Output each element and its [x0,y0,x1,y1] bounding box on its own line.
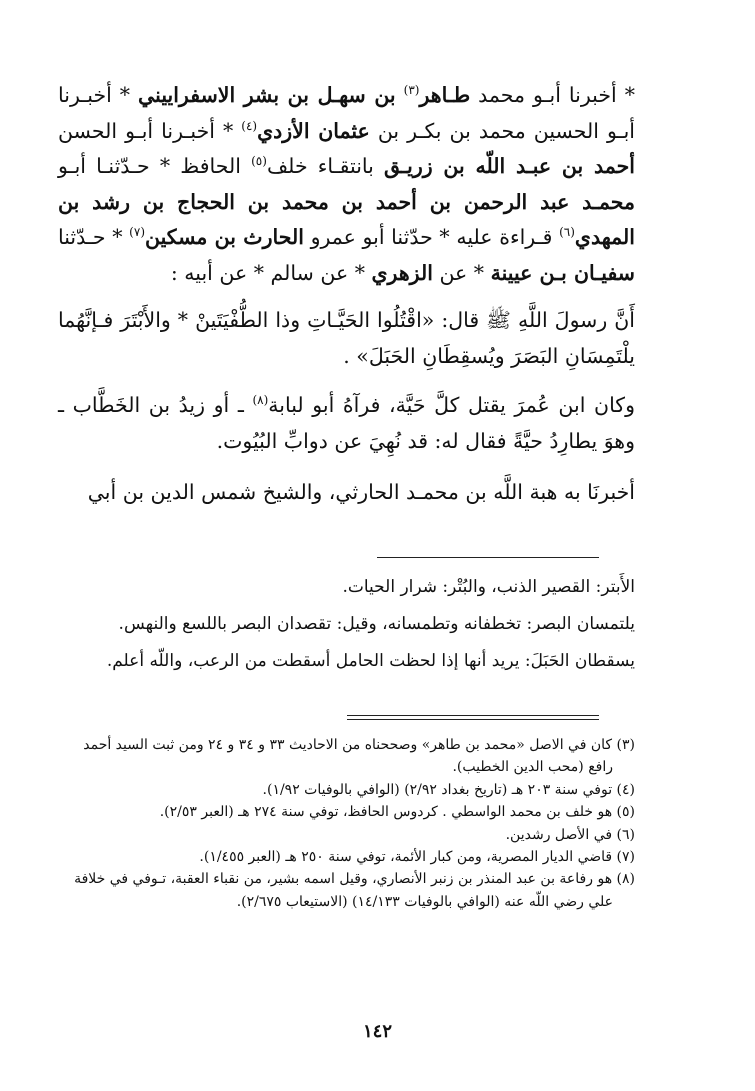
footnote-8: (٨) هو رفاعة بن عبد المنذر بن زنبر الأنصاري، وقيل اسمه بشير، من نقباء العقبة، تـوفي في خلافة [74,871,635,888]
narrator-name: سفيـان بـن عيينة [490,260,635,285]
narrator-name: محمـد عبد الرحمن بن أحمد بن محمد بن الحجاج بن رشد بن المهدي [58,189,635,249]
footnote-ref-8: (٨) [252,393,269,408]
narrator-name: بن سهـل بن بشر الاسفراييني [138,83,396,107]
glossary-notes [58,576,635,687]
footnote-separator-line [347,719,599,720]
story-paragraph: وكان ابن عُمرَ يقتل كلَّ حَيَّة، فرآهُ أبو لبابة$^{(٨)}$ ـ أو زيدُ بن الخَطَّاب ـ وهوَ يطارِدُ حيَّةً فقال له: قد نُهِيَ عن دوابِّ البُيُوت. [58,393,635,453]
footnote-ref-3: (٣) [403,83,420,98]
isnad-paragraph: * أخبرنا أبـو محمد طـاهر$^{(٣)}$ بن سهـل بن بشر الاسفراييني * أخبـرنا أبـو الحسين محمد بن بكـر بن عثمان الأزدي$^{(٤)}$ * أخبـرنا أبـو الحسن أحمد بن عبـد اللّه بن زريـق بانتقـاء خلف$^{(٥)}$ الحافظ * حـدّثنـا أبـو محمـد عبد الرحمن بن أحمد بن محمد بن الحجاج بن رشد بن المهدي$^{(٦)}$ قـراءة عليه * حدّثنا أبو عمرو الحارث بن مسكين$^{(٧)}$ * حـدّثنا سفيـان بـن عيينة * عن الزهري * عن سالم * عن أبيه : [58,83,635,285]
main-text [58,78,635,511]
footnote-6: (٦) في الأصل رشدين. [505,826,635,843]
footnote-7: (٧) قاضي الديار المصرية، ومن كبار الأئمة، توفي سنة ٢٥٠ هـ (العبر ١/٤٥٥). [199,849,635,866]
footnotes [50,734,635,913]
footnote-ref-4: (٤) [241,118,258,133]
glossary-item: الأَبتر: القصير الذنب، والبُتْر: شرار الحيات. [342,577,635,597]
narrator-name: الزهري [371,260,433,285]
glossary-item: يسقطان الحَبَلَ: يريد أنها إذا لحظت الحامل أسقطت من الرعب، واللّه أعلم. [106,651,635,671]
narrator-name: الحارث بن مسكين [145,225,304,249]
footnote-separator-line [347,715,599,716]
footnote-ref-5: (٥) [251,154,267,169]
footnote-4: (٤) توفي سنة ٢٠٣ هـ (تاريخ بغداد ٢/٩٢) (الوافي بالوفيات ١/٩٢). [262,781,635,798]
footnote-ref-7: (٧) [129,225,145,240]
page-number: ١٤٢ [362,1021,392,1042]
footnote-8-continuation: علي رضي اللّه عنه (الوافي بالوفيات ١٤/١٣٣) (الاستيعاب ٢/٦٧٥). [236,893,613,910]
hadith-text: أَنَّ رسولَ اللَّهِ ﷺ قال: «اقْتُلُوا الحَيَّـاتِ وذا الطُّفْيَتَينْ * والأَبْتَرَ فـإنَّهُما يلْتَمِسَانِ البَصَرَ ويُسقِطَانِ الحَبَلَ» . [58,308,635,368]
glossary-item: يلتمسان البصر: تخطفانه وتطمسانه، وقيل: تقصدان البصر باللسع والنهس. [118,614,635,634]
footnote-3-continuation: رافع (محب الدين الخطيب). [452,759,613,776]
footnote-5: (٥) هو خلف بن محمد الواسطي . كردوس الحافظ، توفي سنة ٢٧٤ هـ (العبر ٢/٥٣). [159,804,635,821]
narrator-name: عثمان الأزدي [257,118,370,143]
separator-line [377,557,599,558]
narrator-name: أحمد بن عبـد اللّه بن زريـق [384,154,635,178]
footnote-3: (٣) كان في الاصل «محمد بن طاهر» وصححناه من الاحاديث ٣٣ و ٣٤ و ٢٤ ومن ثبت السيد أحمد [83,737,635,753]
continuation-line: أخبرنَا به هبة اللَّه بن محمـد الحارثي، والشيخ شمس الدين بن أبي [87,480,635,504]
narrator-name: طـاهر [419,83,471,107]
footnote-ref-6: (٦) [559,225,575,240]
